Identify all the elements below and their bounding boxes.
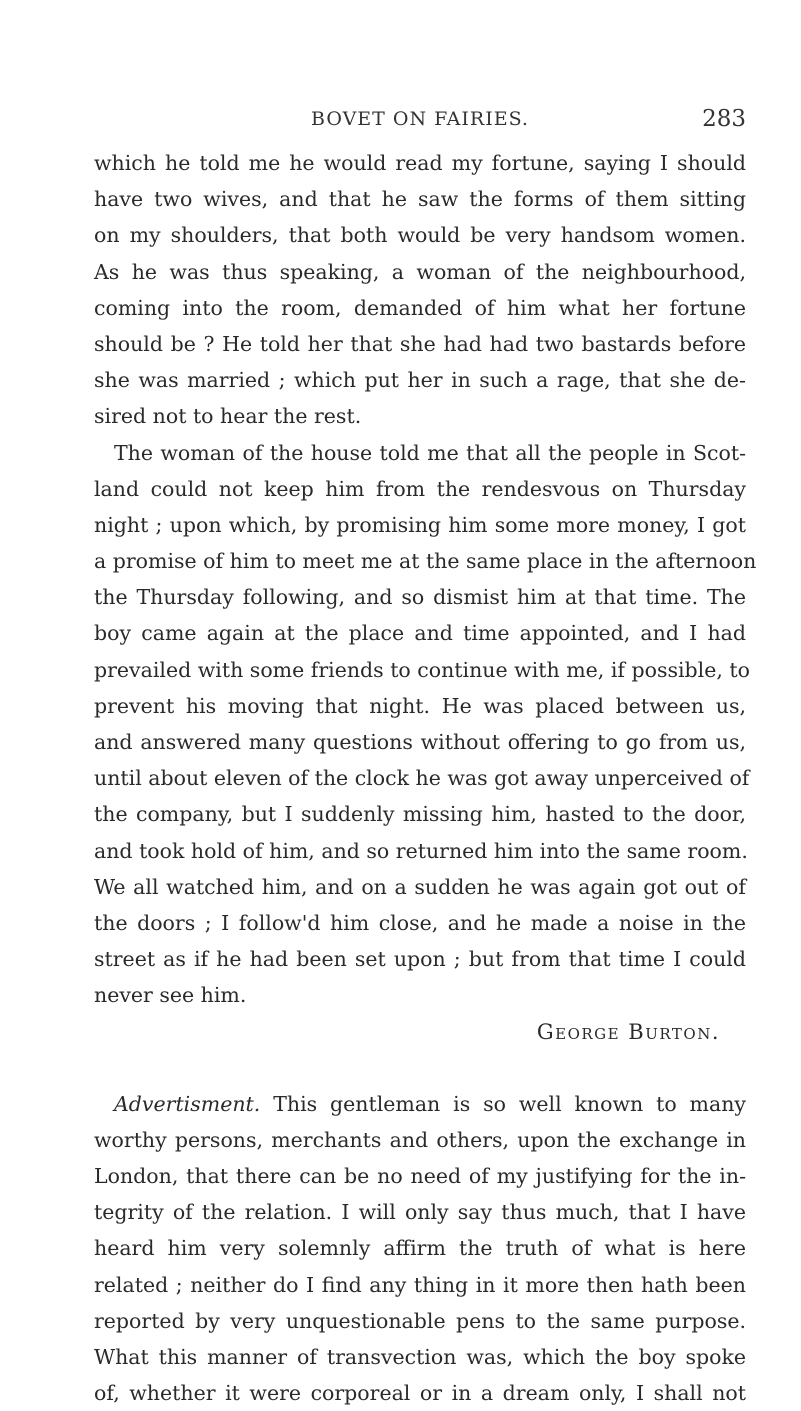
text-line: tegrity of the relation. I will only say thus much, that I have [94, 1200, 746, 1225]
page-number: 283 [702, 106, 746, 132]
text-line: and answered many questions without offering to go from us, [94, 730, 746, 754]
text-line: the Thursday following, and so dismist him at that time. The [94, 585, 746, 610]
text-line: street as if he had been set upon ; but from that time I could [94, 947, 746, 972]
advertisment-text: This gentleman is so well known to many [273, 1091, 746, 1116]
text-line: a promise of him to meet me at the same place in the afternoon [94, 549, 757, 574]
text-line [94, 1086, 746, 1122]
text-line: and took hold of him, and so returned him into the same room. [94, 838, 748, 863]
text-line: London, that there can be no need of my justifying for the in- [94, 1164, 746, 1189]
signature: George Burton. [536, 1019, 720, 1044]
text-line: related ; neither do I find any thing in it more then hath been [94, 1272, 746, 1297]
paragraph-advertisment [94, 1086, 746, 1411]
paragraph-fortune [94, 145, 746, 435]
text-line: As he was thus speaking, a woman of the neighbourhood, [94, 259, 746, 284]
text-line: worthy persons, merchants and others, upon the exchange in [94, 1127, 746, 1152]
advertisment-label: Advertisment. [114, 1091, 261, 1116]
text-line: which he told me he would read my fortune, saying I should [94, 151, 746, 175]
paragraph-spacer [94, 1050, 746, 1086]
text-line: never see him. [94, 983, 247, 1008]
text-line: We all watched him, and on a sudden he was again got out of [94, 874, 746, 899]
text-line: the doors ; I follow'd him close, and he made a noise in the [94, 910, 746, 935]
text-line: prevailed with some friends to continue with me, if possible, to [94, 657, 750, 682]
text-line: night ; upon which, by promising him some more money, I got [94, 512, 746, 537]
text-line: have two wives, and that he saw the forms of them sitting [94, 187, 746, 212]
text-line: prevent his moving that night. He was placed between us, [94, 693, 746, 718]
text-line: heard him very solemnly affirm the truth of what is here [94, 1236, 746, 1261]
text-line: reported by very unquestionable pens to the same purpose. [94, 1308, 746, 1333]
text-line: of, whether it were corporeal or in a dream only, I shall not [94, 1381, 746, 1406]
text-line: on my shoulders, that both would be very handsom women. [94, 223, 746, 248]
text-line: coming into the room, demanded of him what her fortune [94, 295, 746, 320]
text-line: boy came again at the place and time appointed, and I had [94, 621, 746, 646]
text-line: should be ? He told her that she had had two bastards before [94, 331, 746, 356]
text-line: What this manner of transvection was, which the boy spoke [94, 1345, 746, 1369]
text-line: sired not to hear the rest. [94, 404, 362, 429]
paragraph-rendesvous [94, 435, 757, 1014]
text-line: land could not keep him from the rendesvous on Thursday [94, 476, 746, 501]
text-line: The woman of the house told me that all the people in Scot- [114, 440, 746, 465]
running-head [94, 104, 746, 134]
text-line: until about eleven of the clock he was got away unperceived of [94, 766, 750, 791]
text-line: she was married ; which put her in such a rage, that she de- [94, 368, 746, 393]
text-line: the company, but I suddenly missing him, hasted to the door, [94, 802, 746, 827]
body-text [94, 145, 757, 1411]
running-title: BOVET ON FAIRIES. [311, 108, 529, 130]
